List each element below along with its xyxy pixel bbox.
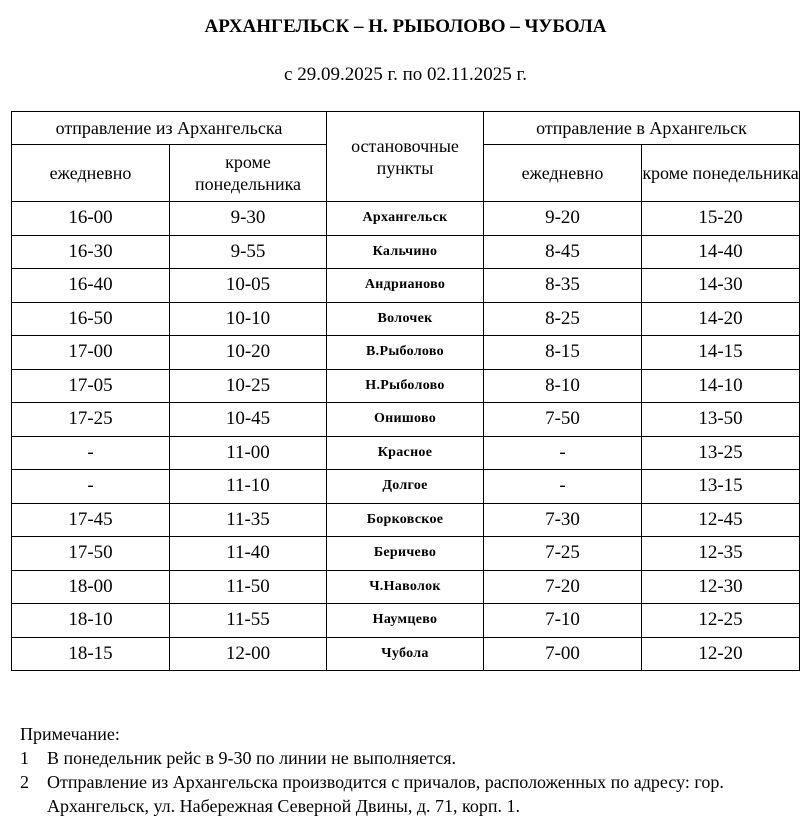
cell-out-daily: - [12, 436, 170, 470]
cell-in-daily: 8-15 [484, 336, 642, 370]
cell-in-except-monday: 12-35 [642, 537, 800, 571]
table-row [12, 336, 800, 370]
cell-in-except-monday: 14-10 [642, 369, 800, 403]
note-number: 2 [20, 772, 29, 792]
cell-out-daily: 17-25 [12, 403, 170, 437]
cell-in-daily: 7-00 [484, 637, 642, 671]
header-to-city: отправление в Архангельск [484, 112, 800, 145]
cell-in-daily: 7-50 [484, 403, 642, 437]
cell-out-daily: 17-50 [12, 537, 170, 571]
cell-in-except-monday: 12-45 [642, 503, 800, 537]
stop-name: Ч.Наволок [327, 570, 484, 604]
cell-in-except-monday: 14-40 [642, 235, 800, 269]
cell-in-daily: 8-25 [484, 302, 642, 336]
table-row [12, 570, 800, 604]
cell-in-except-monday: 15-20 [642, 202, 800, 236]
cell-in-except-monday: 14-20 [642, 302, 800, 336]
cell-in-daily: 8-35 [484, 269, 642, 303]
stop-name: Андрианово [327, 269, 484, 303]
cell-in-except-monday: 13-50 [642, 403, 800, 437]
cell-in-except-monday: 13-15 [642, 470, 800, 504]
schedule-body [12, 202, 800, 671]
table-row [12, 604, 800, 638]
stop-name: Чубола [327, 637, 484, 671]
cell-out-except-monday: 10-20 [170, 336, 327, 370]
note-item [20, 770, 807, 818]
cell-out-daily: 18-00 [12, 570, 170, 604]
table-row [12, 637, 800, 671]
table-row [12, 235, 800, 269]
cell-in-except-monday: 14-15 [642, 336, 800, 370]
cell-in-daily: 7-30 [484, 503, 642, 537]
note-text: Отправление из Архангельска производится с причалов, расположенных по адресу: гор. Архангельск, ул. Набережная Северной Двины, д. 71, корп. 1. [47, 772, 724, 816]
note-text: В понедельник рейс в 9-30 по линии не выполняется. [47, 748, 456, 768]
header-in-daily: ежедневно [484, 145, 642, 202]
cell-in-except-monday: 12-25 [642, 604, 800, 638]
header-stops: остановочные пункты [327, 112, 484, 202]
cell-out-except-monday: 11-00 [170, 436, 327, 470]
cell-in-daily: 7-25 [484, 537, 642, 571]
header-in-except-monday: кроме понедельника [642, 145, 800, 202]
stop-name: Волочек [327, 302, 484, 336]
notes-section [20, 722, 807, 818]
cell-in-daily: 9-20 [484, 202, 642, 236]
note-number: 1 [20, 748, 29, 768]
stop-name: Борковское [327, 503, 484, 537]
stop-name: Долгое [327, 470, 484, 504]
cell-in-except-monday: 13-25 [642, 436, 800, 470]
header-out-daily: ежедневно [12, 145, 170, 202]
stop-name: В.Рыболово [327, 336, 484, 370]
cell-out-except-monday: 10-45 [170, 403, 327, 437]
cell-in-daily: 8-10 [484, 369, 642, 403]
cell-out-except-monday: 9-55 [170, 235, 327, 269]
table-row [12, 503, 800, 537]
cell-in-daily: 8-45 [484, 235, 642, 269]
table-row [12, 369, 800, 403]
cell-out-except-monday: 10-25 [170, 369, 327, 403]
stop-name: Наумцево [327, 604, 484, 638]
cell-out-daily: 17-05 [12, 369, 170, 403]
stop-name: Н.Рыболово [327, 369, 484, 403]
cell-in-except-monday: 12-20 [642, 637, 800, 671]
cell-out-daily: 16-30 [12, 235, 170, 269]
table-row [12, 202, 800, 236]
cell-out-daily: - [12, 470, 170, 504]
cell-in-daily: - [484, 470, 642, 504]
cell-out-except-monday: 11-55 [170, 604, 327, 638]
cell-out-daily: 17-45 [12, 503, 170, 537]
page-title: АРХАНГЕЛЬСК – Н. РЫБОЛОВО – ЧУБОЛА [204, 16, 607, 37]
schedule-period: с 29.09.2025 г. по 02.11.2025 г. [284, 64, 527, 85]
table-row [12, 302, 800, 336]
header-from-city: отправление из Архангельска [12, 112, 327, 145]
stop-name: Онишово [327, 403, 484, 437]
table-row [12, 436, 800, 470]
cell-out-daily: 16-50 [12, 302, 170, 336]
cell-out-daily: 16-00 [12, 202, 170, 236]
cell-in-daily: 7-10 [484, 604, 642, 638]
cell-out-daily: 16-40 [12, 269, 170, 303]
stop-name: Красное [327, 436, 484, 470]
cell-out-except-monday: 11-40 [170, 537, 327, 571]
cell-in-daily: 7-20 [484, 570, 642, 604]
stop-name: Беричево [327, 537, 484, 571]
cell-out-except-monday: 10-10 [170, 302, 327, 336]
table-row [12, 537, 800, 571]
cell-out-daily: 18-15 [12, 637, 170, 671]
note-item [20, 746, 807, 770]
table-row [12, 269, 800, 303]
cell-in-except-monday: 12-30 [642, 570, 800, 604]
cell-out-except-monday: 11-50 [170, 570, 327, 604]
header-out-except-monday: кроме понедельника [170, 145, 327, 202]
cell-out-daily: 18-10 [12, 604, 170, 638]
cell-out-except-monday: 11-10 [170, 470, 327, 504]
schedule-table [11, 111, 800, 671]
cell-out-except-monday: 12-00 [170, 637, 327, 671]
cell-in-daily: - [484, 436, 642, 470]
cell-out-except-monday: 9-30 [170, 202, 327, 236]
cell-out-except-monday: 10-05 [170, 269, 327, 303]
cell-out-daily: 17-00 [12, 336, 170, 370]
notes-heading: Примечание: [20, 724, 120, 744]
cell-out-except-monday: 11-35 [170, 503, 327, 537]
cell-in-except-monday: 14-30 [642, 269, 800, 303]
table-row [12, 403, 800, 437]
stop-name: Архангельск [327, 202, 484, 236]
stop-name: Кальчино [327, 235, 484, 269]
table-row [12, 470, 800, 504]
